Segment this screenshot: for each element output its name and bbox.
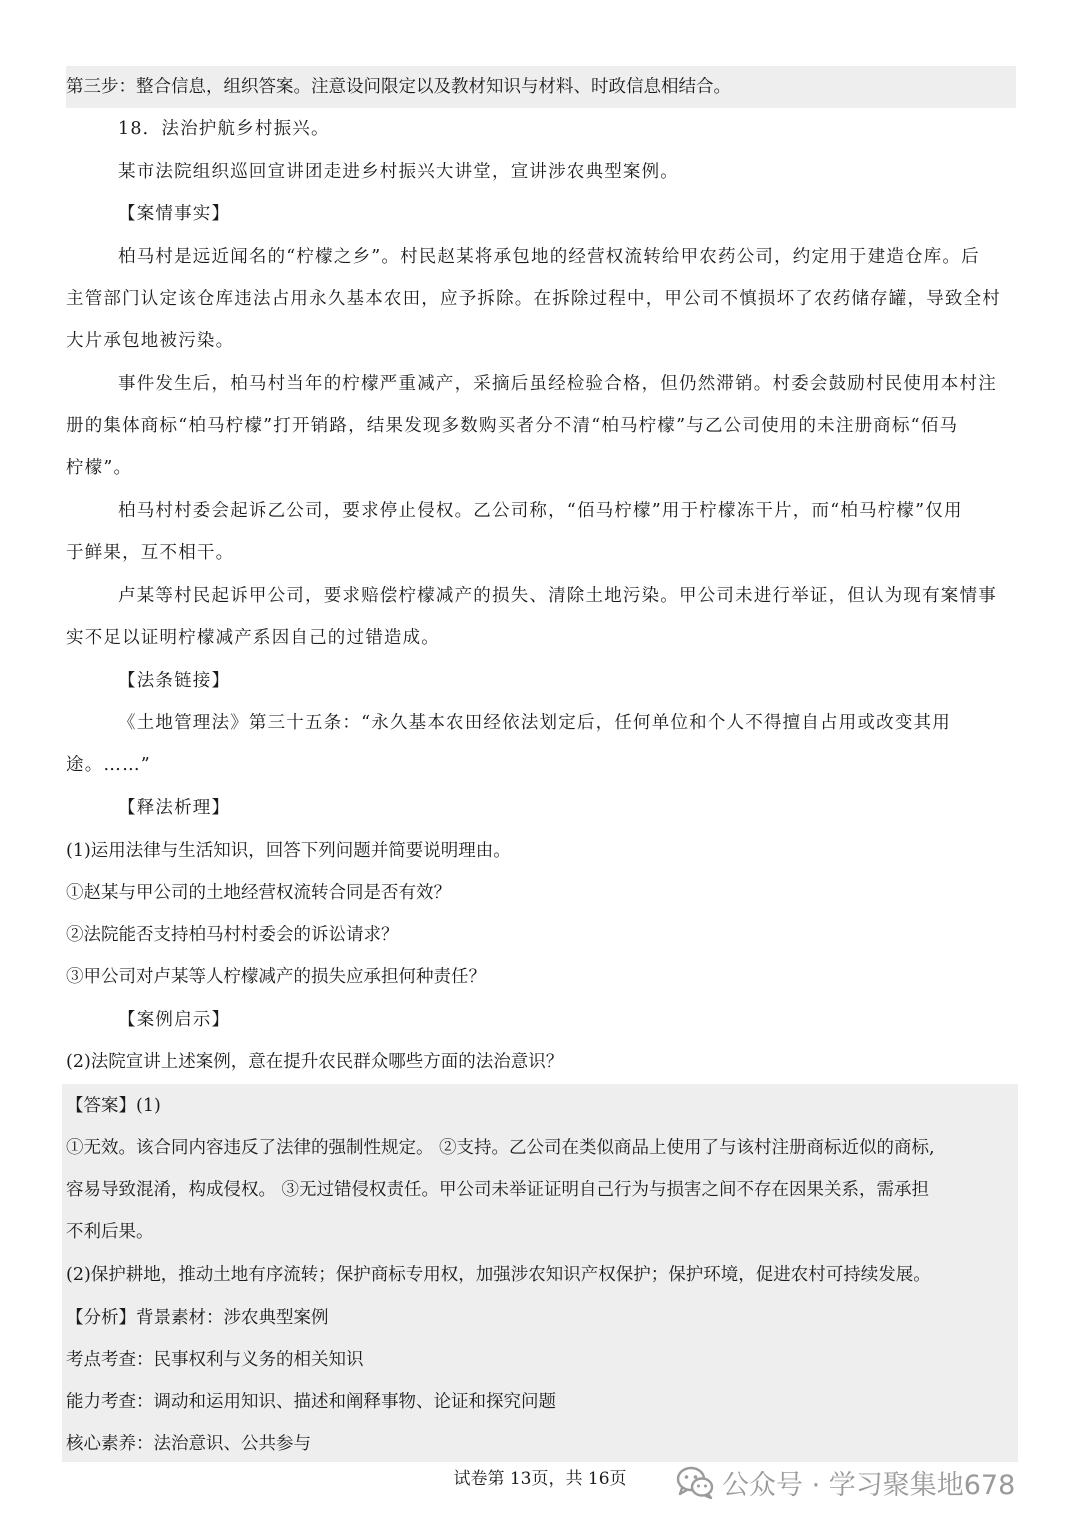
literacy-line: 核心素养：法治意识、公共参与	[66, 1434, 311, 1454]
answer-line: 容易导致混淆，构成侵权。 ③无过错侵权责任。甲公司未举证证明自己行为与损害之间不存在因果关系，需承担	[66, 1180, 930, 1200]
step3-text: 第三步：整合信息，组织答案。注意设问限定以及教材知识与材料、时政信息相结合。	[66, 66, 1016, 108]
law-text-line: 途。……”	[66, 755, 151, 775]
sub-question-1: (1)运用法律与生活知识，回答下列问题并简要说明理由。	[66, 841, 511, 861]
facts-p4-line: 卢某等村民起诉甲公司，要求赔偿柠檬减产的损失、清除土地污染。甲公司未进行举证，但认为现有案情事	[118, 586, 997, 606]
question-intro: 某市法院组织巡回宣讲团走进乡村振兴大讲堂，宣讲涉农典型案例。	[118, 162, 679, 182]
answer-heading: 【答案】(1)	[66, 1096, 161, 1116]
analysis-heading: 【释法析理】	[118, 798, 231, 818]
ability-line: 能力考查：调动和运用知识、描述和阐释事物、论证和探究问题	[66, 1392, 556, 1412]
sub-question-1-item: ②法院能否支持柏马村村委会的诉讼请求？	[66, 925, 399, 945]
wechat-icon	[676, 1465, 714, 1499]
answer-line: 不利后果。	[66, 1222, 154, 1242]
page-footer: 试卷第 13页，共 16页	[453, 1469, 627, 1489]
answer-line: (2)保护耕地，推动土地有序流转；保护商标专用权，加强涉农知识产权保护；保护环境，促进农村可持续发展。	[66, 1265, 931, 1285]
sub-question-1-item: ③甲公司对卢某等人柠檬减产的损失应承担何种责任？	[66, 967, 486, 987]
law-heading: 【法条链接】	[118, 671, 231, 691]
facts-heading: 【案情事实】	[118, 204, 231, 224]
sub-question-1-item: ①赵某与甲公司的土地经营权流转合同是否有效？	[66, 883, 451, 903]
facts-p2-line: 事件发生后，柏马村当年的柠檬严重减产，采摘后虽经检验合格，但仍然滞销。村委会鼓励村民使用本村注	[118, 374, 997, 394]
watermark-text: 公众号 · 学习聚集地678	[722, 1469, 1016, 1501]
exam-points: 考点考查：民事权利与义务的相关知识	[66, 1350, 364, 1370]
watermark	[676, 1460, 1015, 1504]
lesson-heading: 【案例启示】	[118, 1010, 231, 1030]
facts-p1-line: 主管部门认定该仓库违法占用永久基本农田，应予拆除。在拆除过程中，甲公司不慎损坏了农药储存罐，导致全村	[66, 289, 1001, 309]
sub-question-2: (2)法院宣讲上述案例，意在提升农民群众哪些方面的法治意识？	[66, 1052, 564, 1072]
law-text-line: 《土地管理法》第三十五条：“永久基本农田经依法划定后，任何单位和个人不得擅自占用或改变其用	[118, 713, 951, 733]
answer-line: ①无效。该合同内容违反了法律的强制性规定。 ②支持。乙公司在类似商品上使用了与该村注册商标近似的商标,	[66, 1138, 935, 1158]
facts-p3-line: 柏马村村委会起诉乙公司，要求停止侵权。乙公司称，“佰马柠檬”用于柠檬冻干片，而“柏马柠檬”仅用	[118, 501, 963, 521]
facts-p2-line: 册的集体商标“柏马柠檬”打开销路，结果发现多数购买者分不清“柏马柠檬”与乙公司使用的未注册商标“佰马	[66, 416, 959, 436]
analysis-line: 【分析】背景素材：涉农典型案例	[66, 1308, 329, 1328]
facts-p4-line: 实不足以证明柠檬减产系因自己的过错造成。	[66, 628, 440, 648]
question-title: 18．法治护航乡村振兴。	[118, 119, 330, 139]
facts-p1-line: 大片承包地被污染。	[66, 331, 235, 351]
facts-p1-line: 柏马村是远近闻名的“柠檬之乡”。村民赵某将承包地的经营权流转给甲农药公司，约定用于建造仓库。后	[118, 247, 980, 267]
facts-p3-line: 于鲜果，互不相干。	[66, 543, 235, 563]
facts-p2-line: 柠檬”。	[66, 458, 133, 478]
